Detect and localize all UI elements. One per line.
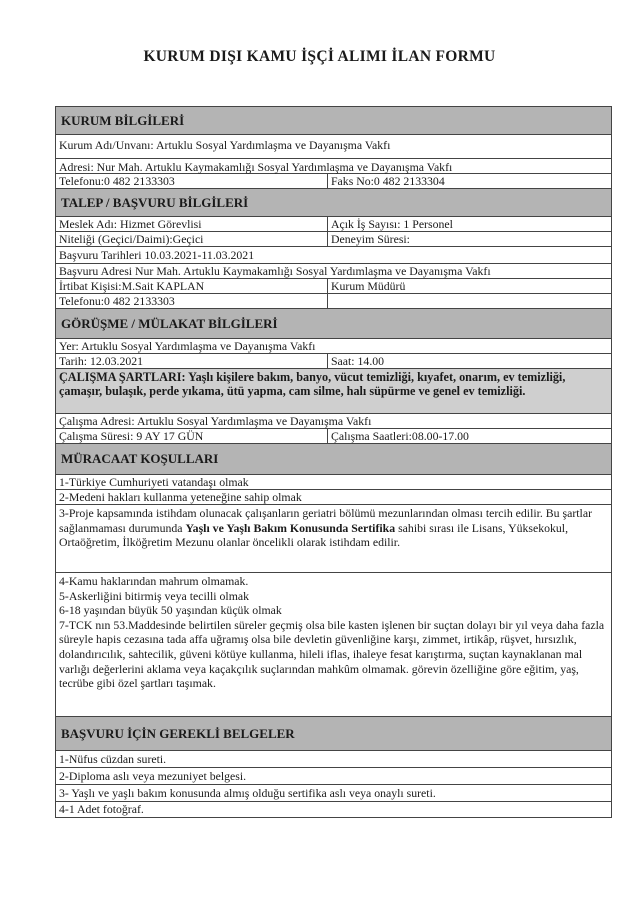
kosul-3-text-a: 3-Proje kapsamında istihdam olunacak çalışanların geriatri bölümü mezunlarından olması tercih edilir. Bu şartlar sağlanmaması durumunda — [59, 506, 592, 535]
kurum-telefon: Telefonu:0 482 2133303 — [56, 174, 328, 188]
kurum-adres: Adresi: Nur Mah. Artuklu Kaymakamlığı Sosyal Yardımlaşma ve Dayanışma Vakfı — [56, 159, 611, 174]
kosul-3-text-b: sahibi sırası ile Lisans, Yüksekokul, Ortaöğretim, İlköğretim Mezunu olanlar öncelikli olarak istihdam edilir. — [59, 520, 569, 550]
talep-acik-is: Açık İş Sayısı: 1 Personel — [331, 217, 453, 231]
belge-4: 4-1 Adet fotoğraf. — [59, 802, 144, 816]
calisma-sartlari-label: ÇALIŞMA ŞARTLARI: — [59, 370, 186, 384]
belge-1: 1-Nüfus cüzdan sureti. — [56, 751, 611, 768]
kurum-faks: Faks No:0 482 2133304 — [331, 174, 445, 188]
gorusme-tarih: Tarih: 12.03.2021 — [56, 354, 328, 368]
calisma-sartlari — [56, 369, 611, 414]
calisma-sartlari-text: Yaşlı kişilere bakım, banyo, vücut temizliği, kıyafet, onarım, ev temizliği, çamaşır, bulaşık, perde yıkama, ütü yapma, cam silme, halı süpürme ve genel ev temizliği. — [59, 370, 566, 398]
talep-adres: Başvuru Adresi Nur Mah. Artuklu Kaymakamlığı Sosyal Yardımlaşma ve Dayanışma Vakfı — [56, 264, 611, 279]
talep-telefon: Telefonu:0 482 2133303 — [56, 294, 328, 308]
talep-tarihler: Başvuru Tarihleri 10.03.2021-11.03.2021 — [56, 247, 611, 264]
form-title: KURUM DIŞI KAMU İŞÇİ ALIMI İLAN FORMU — [143, 48, 496, 65]
gorusme-tarih-row — [56, 354, 611, 369]
calisma-adresi: Çalışma Adresi: Artuklu Sosyal Yardımlaşma ve Dayanışma Vakfı — [56, 414, 611, 429]
section-gorusme-header: GÖRÜŞME / MÜLAKAT BİLGİLERİ — [56, 309, 611, 339]
kosul-1: 1-Türkiye Cumhuriyeti vatandaşı olmak — [56, 475, 611, 490]
talep-meslek-row — [56, 217, 611, 232]
kurum-contact-row — [56, 174, 611, 189]
belge-2: 2-Diploma aslı veya mezuniyet belgesi. — [56, 768, 611, 785]
kosul-3-bold: Yaşlı ve Yaşlı Bakım Konusunda Sertifika — [185, 520, 396, 535]
belge-3: 3- Yaşlı ve yaşlı bakım konusunda almış olduğu sertifika aslı veya onaylı sureti. — [56, 785, 611, 802]
application-form — [55, 106, 612, 818]
kosul-2: 2-Medeni hakları kullanma yeteneğine sahip olmak — [56, 490, 611, 505]
gorusme-yer: Yer: Artuklu Sosyal Yardımlaşma ve Dayanışma Vakfı — [56, 339, 611, 354]
talep-telefon-row — [56, 294, 611, 309]
kurum-unvan: Kurum Adı/Unvanı: Artuklu Sosyal Yardımlaşma ve Dayanışma Vakfı — [56, 135, 611, 159]
talep-meslek: Meslek Adı: Hizmet Görevlisi — [56, 217, 328, 231]
talep-deneyim: Deneyim Süresi: — [331, 232, 410, 246]
calisma-saatleri: Çalışma Saatleri:08.00-17.00 — [331, 429, 469, 443]
calisma-suresi: Çalışma Süresi: 9 AY 17 GÜN — [56, 429, 328, 443]
calisma-sure-row — [56, 429, 611, 444]
section-belgeler-header: BAŞVURU İÇİN GEREKLİ BELGELER — [56, 717, 611, 751]
gorusme-saat: Saat: 14.00 — [331, 354, 385, 368]
talep-unvan: Kurum Müdürü — [331, 279, 406, 293]
kosul-6: 6-18 yaşından büyük 50 yaşından küçük olmak — [59, 603, 282, 618]
kosul-3 — [56, 505, 611, 573]
section-muracaat-header: MÜRACAAT KOŞULLARI — [56, 444, 611, 475]
talep-irtibat-row — [56, 279, 611, 294]
kosul-7: 7-TCK nın 53.Maddesinde belirtilen süreler geçmiş olsa bile kasten işlenen bir suçtan dolayı bir yıl veya daha fazla süreyle hapis cezasına tada affa uğramış olsa bile devletin güvenliğine karşı, zimmet, irtikâp, rüşvet, hırsızlık, dolandırıcılık, sahtecilik, güveni kötüye kullanma, hileli iflas, ihaleye fesat karıştırma, suçtan kaynaklanan mal varlığı değerlerini aklama veya kaçakçılık suçlarından mahkûm olmamak. görevin özelliğine göre eğitim, yaş, tecrübe gibi özel şartları taşımak. — [59, 617, 605, 691]
kosul-5: 5-Askerliğini bitirmiş veya tecilli olmak — [59, 588, 250, 603]
talep-nitelik-row — [56, 232, 611, 247]
talep-nitelik: Niteliği (Geçici/Daimi):Geçici — [56, 232, 328, 246]
talep-irtibat: İrtibat Kişisi:M.Sait KAPLAN — [56, 279, 328, 293]
section-kurum-header: KURUM BİLGİLERİ — [56, 107, 611, 135]
kosul-4-7 — [56, 573, 611, 717]
kosul-4: 4-Kamu haklarından mahrum olmamak. — [59, 574, 249, 588]
section-talep-header: TALEP / BAŞVURU BİLGİLERİ — [56, 189, 611, 217]
talep-telefon-empty — [328, 294, 611, 308]
